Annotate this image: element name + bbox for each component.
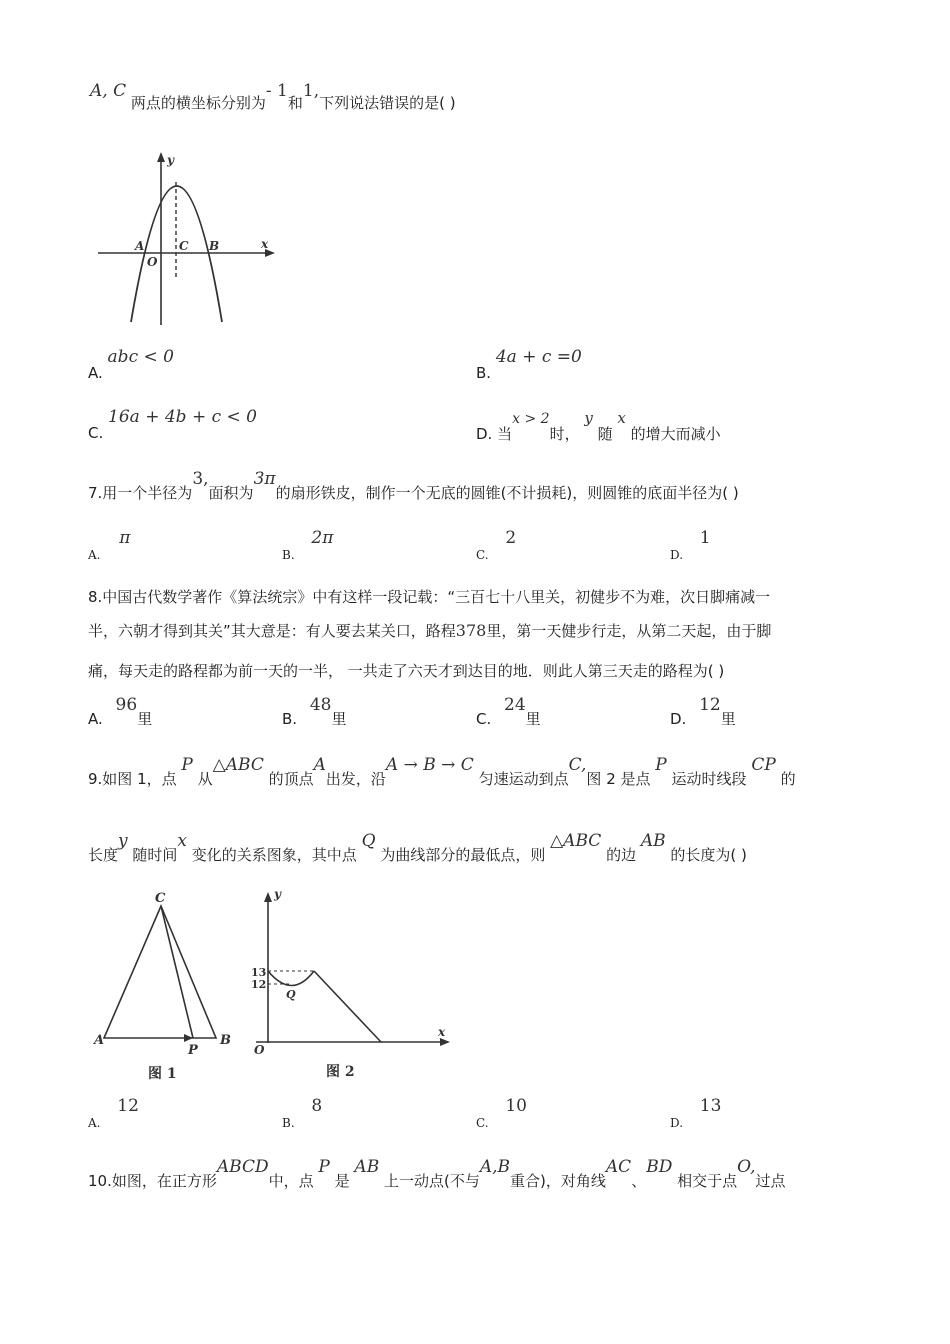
q9-point-p2: P [655, 755, 667, 775]
q6-option-d-cond: x > 2 [512, 411, 550, 427]
q6-text-1: 两点的横坐标分别为 [130, 94, 266, 112]
q7-text-3: 的扇形铁皮，制作一个无底的圆锥(不计损耗)，则圆锥的底面半径为( ) [275, 484, 739, 502]
q7-option-a-value: π [119, 528, 131, 548]
q6-option-c [88, 407, 257, 442]
q9-text-1: 9.如图 1，点 [88, 770, 177, 788]
q7-option-d-label: D. [670, 548, 684, 562]
q8-option-a-unit: 里 [137, 710, 153, 728]
q9-fig2-label-q: Q [286, 988, 296, 1001]
q6-label-y: y [167, 153, 174, 167]
q7-option-b-label: B. [282, 548, 295, 562]
q10-text-2: 中，点 [268, 1172, 314, 1190]
q6-label-b: B [209, 239, 220, 253]
q9-option-a-value: 12 [117, 1096, 139, 1116]
q6-option-a [88, 347, 174, 382]
q8-option-c-label: C. [476, 710, 492, 728]
q6-option-d-x: x [617, 409, 626, 427]
q9-line-1 [88, 754, 796, 788]
q6-stem [90, 80, 456, 112]
q8-option-d-label: D. [670, 710, 687, 728]
q9-fig2-tick-13: 13 [251, 966, 267, 979]
q9-text-12: 为曲线部分的最低点，则 [380, 846, 546, 864]
q10-text-4: 上一动点(不与 [383, 1172, 480, 1190]
q8-option-d [670, 694, 736, 728]
q8-line-2 [88, 620, 771, 641]
q9-text-8: 的 [780, 770, 796, 788]
q6-text-3: 下列说法错误的是( ) [319, 94, 456, 112]
q8-option-d-unit: 里 [720, 710, 736, 728]
q8-option-b-unit: 里 [331, 710, 347, 728]
q6-option-d-text-4: 的增大而减小 [630, 425, 721, 443]
q7-option-a-label: A. [88, 548, 101, 562]
q7-radius: 3, [192, 469, 209, 489]
q6-parabola-graph [95, 150, 280, 330]
q9-line-2 [88, 830, 747, 864]
q6-option-d-label: D. [476, 425, 493, 443]
q9-option-d-label: D. [670, 1116, 684, 1130]
q6-option-d-y: y [584, 409, 593, 427]
q9-text-9: 长度 [88, 846, 119, 864]
q6-label-o: O [147, 255, 158, 269]
q7-area: 3π [253, 469, 276, 489]
q9-option-a-label: A. [88, 1116, 101, 1130]
q9-option-d [670, 1096, 722, 1130]
q6-option-a-math: abc < 0 [107, 347, 174, 367]
q8-line-1: 8.中国古代数学著作《算法统宗》中有这样一段记载：“三百七十八里关，初健步不为难，次日脚痛减一 [88, 588, 771, 606]
q10-text-1: 10.如图，在正方形 [88, 1172, 217, 1190]
q10-points-ab: A,B [479, 1157, 511, 1177]
q6-label-c: C [179, 239, 189, 253]
q10-stem [88, 1156, 786, 1190]
q6-option-b-label: B. [476, 364, 492, 382]
q6-label-x: x [261, 237, 269, 251]
q7-option-b-value: 2π [311, 528, 334, 548]
q9-fig1-label-c: C [155, 891, 166, 906]
q9-option-c [476, 1096, 527, 1130]
q8-option-a-label: A. [88, 710, 103, 728]
q8-distance: 378 [455, 621, 487, 640]
q9-var-x: x [177, 831, 188, 851]
q9-fig2-curve [268, 971, 314, 986]
q9-option-d-value: 13 [699, 1096, 722, 1116]
q7-option-a [88, 528, 131, 562]
q8-option-a-value: 96 [115, 695, 138, 715]
q9-text-14: 的长度为( ) [670, 846, 747, 864]
q10-diagonal-bd: BD [646, 1157, 673, 1177]
q7-option-c [476, 528, 517, 562]
q9-vertex-a: A [313, 755, 326, 775]
q9-triangle-shape [104, 906, 216, 1038]
q9-fig2-caption: 图 2 [326, 1064, 355, 1080]
q9-figure-2 [248, 888, 458, 1088]
q10-text-5: 重合)，对角线 [510, 1172, 606, 1190]
q8-option-c-value: 24 [504, 695, 526, 715]
q9-option-b-value: 8 [311, 1096, 323, 1116]
q9-option-b [282, 1096, 323, 1130]
q9-fig1-label-b: B [220, 1033, 231, 1048]
q8-option-d-value: 12 [699, 695, 721, 715]
q6-option-d-text-2: 时， [549, 425, 580, 443]
q9-option-c-value: 10 [505, 1096, 527, 1116]
q8-line-3: 痛，每天走的路程都为前一天的一半， 一共走了六天才到达目的地．则此人第三天走的路程为( ) [88, 662, 725, 680]
q6-option-a-label: A. [88, 364, 103, 382]
q7-stem [88, 468, 739, 502]
q9-option-b-label: B. [282, 1116, 295, 1130]
q9-path: A → B → C [385, 755, 474, 775]
q9-var-y: y [118, 831, 128, 851]
q6-label-a: A [135, 239, 145, 253]
q9-fig1-label-p: P [188, 1043, 198, 1058]
q9-option-c-label: C. [476, 1116, 489, 1130]
q9-text-4: 出发，沿 [325, 770, 386, 788]
q9-fig1-label-a: A [94, 1033, 105, 1048]
q7-text-1: 7.用一个半径为 [88, 484, 193, 502]
q10-text-3: 是 [334, 1172, 350, 1190]
q9-text-6: 图 2 是点 [586, 770, 651, 788]
q9-text-2: 从 [197, 770, 213, 788]
q6-option-d [476, 407, 721, 443]
q7-option-c-label: C. [476, 548, 489, 562]
q8-line-2a: 半，六朝才得到其关”其大意是：有人要去某关口，路程 [88, 622, 456, 640]
q10-square: ABCD [216, 1157, 269, 1177]
q10-diagonal-ac: AC [605, 1157, 632, 1177]
q9-option-a [88, 1096, 139, 1130]
q9-point-c: C, [568, 755, 587, 775]
q7-option-d-value: 1 [699, 528, 711, 548]
q9-fig2-descending-line [314, 971, 381, 1042]
q9-fig2-x-arrow [440, 1038, 450, 1046]
q9-text-5: 匀速运动到点 [478, 770, 569, 788]
q9-fig1-caption: 图 1 [148, 1066, 177, 1082]
q7-option-c-value: 2 [505, 528, 517, 548]
q9-triangle: △ABC [212, 755, 264, 775]
q9-text-13: 的边 [606, 846, 637, 864]
q10-side-ab: AB [354, 1157, 380, 1177]
q9-segment-cp: CP [751, 755, 776, 775]
q8-option-c [476, 694, 541, 728]
q10-point-p: P [318, 1157, 330, 1177]
q7-text-2: 面积为 [208, 484, 254, 502]
q9-fig2-y-arrow [264, 892, 272, 902]
q6-option-d-text-1: 当 [497, 425, 513, 443]
q9-text-7: 运动时线段 [671, 770, 747, 788]
q7-option-b [282, 528, 334, 562]
q7-option-d [670, 528, 711, 562]
q9-point-q: Q [361, 831, 376, 851]
q9-point-p: P [181, 755, 193, 775]
q6-y-arrow [157, 152, 165, 162]
q6-one: 1, [302, 81, 320, 101]
q6-option-b [476, 347, 582, 382]
q9-text-10: 随时间 [132, 846, 178, 864]
q6-option-c-math: 16a + 4b + c < 0 [108, 407, 257, 427]
q8-option-b-label: B. [282, 710, 298, 728]
q8-option-a [88, 694, 153, 728]
q10-text-6: 相交于点 [677, 1172, 738, 1190]
q9-text-11: 变化的关系图象，其中点 [191, 846, 357, 864]
q9-fig2-label-o: O [254, 1043, 265, 1057]
q8-option-b-value: 48 [309, 695, 332, 715]
q9-figure-1 [90, 888, 240, 1088]
q10-separator: 、 [631, 1172, 647, 1190]
q8-option-b [282, 694, 347, 728]
q10-text-7: 过点 [755, 1172, 786, 1190]
q9-text-3: 的顶点 [268, 770, 314, 788]
q9-side-ab: AB [640, 831, 666, 851]
q6-points-ac: A, C [90, 81, 127, 101]
q6-option-b-math: 4a + c =0 [495, 347, 582, 367]
q6-option-d-text-3: 随 [597, 425, 613, 443]
q9-fig2-tick-12: 12 [251, 978, 267, 991]
q6-option-c-label: C. [88, 424, 104, 442]
q8-option-c-unit: 里 [525, 710, 541, 728]
q6-text-2: 和 [287, 94, 303, 112]
q8-line-2b: 里，第一天健步行走，从第二天起，由于脚 [486, 622, 772, 640]
q9-fig2-label-y: y [274, 888, 281, 901]
q9-triangle-2: △ABC [550, 831, 602, 851]
q9-fig2-label-x: x [438, 1025, 446, 1039]
q10-point-o: O, [737, 1157, 756, 1177]
q6-neg-one: - 1 [265, 81, 288, 101]
